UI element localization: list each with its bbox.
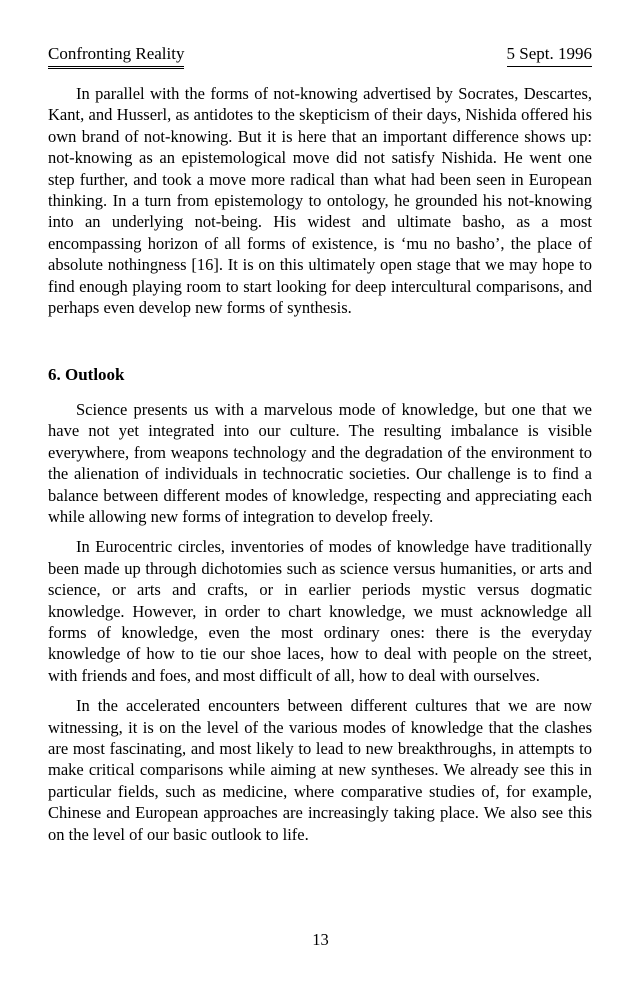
paragraph-eurocentric-dichotomies: In Eurocentric circles, inventories of modes of knowledge have traditionally been made up through dichotomies such as science versus humanities, or arts and science, or arts and crafts, or in earlier periods mystic versus dogmatic knowledge. However, in order to chart knowledge, we must acknowledge all forms of knowledge, even the most ordinary ones: there is the everyday knowledge of how to tie our shoe laces, how to deal with people on the street, with friends and foes, and most difficult of all, how to deal with ourselves. [48, 537, 592, 685]
page-body [48, 83, 592, 845]
page-number: 13 [312, 930, 329, 949]
running-title: Confronting Reality [48, 44, 184, 69]
page-header [48, 44, 592, 69]
section-heading-outlook: 6. Outlook [48, 365, 125, 385]
paragraph-accelerated-encounters: In the accelerated encounters between different cultures that we are now witnessing, it is on the level of the various modes of knowledge that the clashes are most fascinating, and most likely to lead to new breakthroughs, in attempts to make critical comparisons while aiming at new syntheses. We already see this in particular fields, such as medicine, where comparative studies of, for example, Chinese and European approaches are increasingly taking place. We also see this on the level of our basic outlook to life. [48, 696, 592, 844]
paragraph-nishida-not-knowing: In parallel with the forms of not-knowing advertised by Socrates, Descartes, Kant, and Husserl, as antidotes to the skepticism of their days, Nishida offered his own brand of not-knowing. But it is here that an important difference shows up: not-knowing as an epistemological move did not satisfy Nishida. He went one step further, and took a move more radical than what had been seen in European thinking. In a turn from epistemology to ontology, he grounded his not-knowing into an underlying not-being. His widest and ultimate basho, as a most encompassing horizon of all forms of existence, is ‘mu no basho’, the place of absolute nothingness [16]. It is on this ultimately open stage that we may hope to find enough playing room to start looking for deep intercultural comparisons, and perhaps even develop new forms of synthesis. [48, 84, 592, 318]
paragraph-science-knowledge: Science presents us with a marvelous mode of knowledge, but one that we have not yet integrated into our culture. The resulting imbalance is visible everywhere, from weapons technology and the degradation of the environment to the alienation of individuals in technocratic societies. Our challenge is to find a balance between different modes of knowledge, respecting and appreciating each while allowing new forms of integration to develop freely. [48, 399, 592, 526]
running-date: 5 Sept. 1996 [507, 44, 592, 67]
